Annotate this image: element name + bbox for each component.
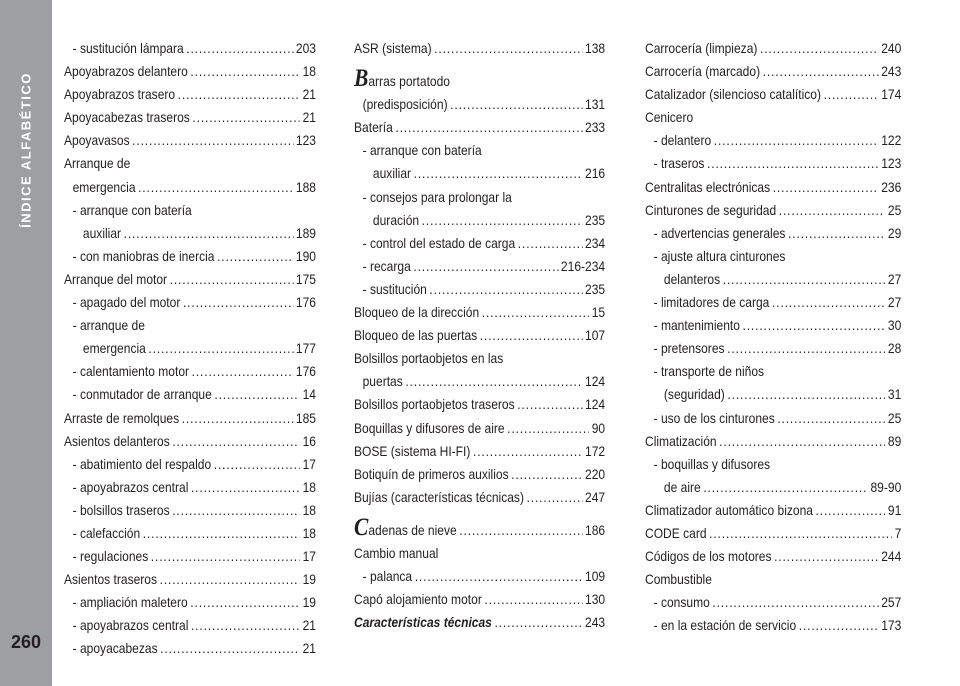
index-entry: de aire ..... 89-90: [645, 476, 901, 499]
index-column-3: [645, 37, 901, 637]
index-entry: - consumo ..... 257: [645, 591, 901, 614]
index-entry: - apoyabrazos central ..... 18: [64, 476, 316, 499]
index-entry: Asientos traseros ..... 19: [64, 568, 316, 591]
index-entry: - calentamiento motor ..... 176: [64, 360, 316, 383]
index-heading: - arranque con batería: [362, 142, 482, 159]
index-entry: - advertencias generales ..... 29: [645, 222, 901, 245]
index-entry: Centralitas electrónicas ..... 236: [645, 176, 901, 199]
letter-initial: B: [354, 65, 369, 93]
index-entry: - control del estado de carga ..... 234: [354, 232, 605, 255]
index-entry: - sustitución lámpara ..... 203: [64, 37, 316, 60]
index-entry: Apoyabrazos delantero ..... 18: [64, 60, 316, 83]
index-entry: Capó alojamiento motor ..... 130: [354, 588, 605, 611]
index-entry: Apoyacabezas traseros ..... 21: [64, 106, 316, 129]
index-entry: - mantenimiento ..... 30: [645, 314, 901, 337]
index-entry: Carrocería (marcado) ..... 243: [645, 60, 901, 83]
index-entry: Catalizador (silencioso catalítico) ..... 174: [645, 83, 901, 106]
index-entry: Bloqueo de las puertas ..... 107: [354, 324, 605, 347]
index-entry: - apagado del motor ..... 176: [64, 291, 316, 314]
index-entry: (predisposición) ..... 131: [354, 93, 605, 116]
index-column-2: [354, 37, 605, 634]
index-entry: - bolsillos traseros ..... 18: [64, 499, 316, 522]
index-heading: - arranque de: [72, 317, 145, 334]
index-entry: - regulaciones ..... 17: [64, 545, 316, 568]
index-entry: ASR (sistema) ..... 138: [354, 37, 605, 60]
index-heading: - boquillas y difusores: [653, 455, 771, 472]
index-entry: - limitadores de carga ..... 27: [645, 291, 901, 314]
index-entry: emergencia ..... 177: [64, 337, 316, 360]
index-entry: delanteros ..... 27: [645, 268, 901, 291]
index-entry: Bloqueo de la dirección ..... 15: [354, 301, 605, 324]
index-entry: Apoyabrazos trasero ..... 21: [64, 83, 316, 106]
page-number: 260: [10, 632, 42, 652]
index-heading: - arranque con batería: [72, 201, 192, 218]
index-entry: duración ..... 235: [354, 209, 605, 232]
index-entry: Bolsillos portaobjetos traseros ..... 124: [354, 393, 605, 416]
index-column-1: [64, 37, 316, 661]
index-entry: - con maniobras de inercia ..... 190: [64, 245, 316, 268]
index-entry: Climatizador automático bizona ..... 91: [645, 499, 901, 522]
index-entry: - en la estación de servicio ..... 173: [645, 614, 901, 637]
index-entry: auxiliar ..... 216: [354, 162, 605, 185]
index-entry: - conmutador de arranque ..... 14: [64, 383, 316, 406]
index-heading: Arranque de: [64, 155, 131, 172]
index-entry: - apoyacabezas ..... 21: [64, 637, 316, 660]
index-entry: Arranque del motor ..... 175: [64, 268, 316, 291]
index-entry: CODE card ..... 7: [645, 522, 901, 545]
index-entry: - calefacción ..... 18: [64, 522, 316, 545]
index-heading: Cambio manual: [354, 544, 439, 561]
index-entry: - palanca ..... 109: [354, 565, 605, 588]
index-heading: Cenicero: [645, 109, 694, 126]
index-entry: Carrocería (limpieza) ..... 240: [645, 37, 901, 60]
index-entry: - apoyabrazos central ..... 21: [64, 614, 316, 637]
index-heading: - transporte de niños: [653, 363, 765, 380]
index-entry: - uso de los cinturones ..... 25: [645, 407, 901, 430]
index-entry: Cinturones de seguridad ..... 25: [645, 199, 901, 222]
index-entry: Arraste de remolques ..... 185: [64, 407, 316, 430]
index-entry: (seguridad) ..... 31: [645, 383, 901, 406]
index-heading: Bolsillos portaobjetos en las: [354, 350, 504, 367]
index-entry: - recarga ..... 216-234: [354, 255, 605, 278]
index-entry: Códigos de los motores ..... 244: [645, 545, 901, 568]
index-entry: - ampliación maletero ..... 19: [64, 591, 316, 614]
section-title: ÍNDICE ALFABÉTICO: [18, 72, 34, 228]
index-entry: - delantero ..... 122: [645, 129, 901, 152]
index-entry: Batería ..... 233: [354, 116, 605, 139]
index-entry: Características técnicas ..... 243: [354, 611, 605, 634]
index-entry: Boquillas y difusores de aire ..... 90: [354, 417, 605, 440]
index-entry: - traseros ..... 123: [645, 152, 901, 175]
index-entry: - sustitución ..... 235: [354, 278, 605, 301]
sidebar: [0, 0, 52, 686]
index-entry: - pretensores ..... 28: [645, 337, 901, 360]
index-entry: Cadenas de nieve ..... 186: [354, 519, 605, 542]
index-entry: - abatimiento del respaldo ..... 17: [64, 453, 316, 476]
index-heading: - consejos para prolongar la: [362, 188, 512, 205]
index-entry: emergencia ..... 188: [64, 176, 316, 199]
index-entry: Bujías (características técnicas) ..... 247: [354, 486, 605, 509]
letter-initial: C: [354, 513, 369, 541]
index-entry: puertas ..... 124: [354, 370, 605, 393]
index-entry: BOSE (sistema HI-FI) ..... 172: [354, 440, 605, 463]
index-entry: auxiliar ..... 189: [64, 222, 316, 245]
index-heading: Barras portatodo: [354, 65, 451, 93]
index-entry: Apoyavasos ..... 123: [64, 129, 316, 152]
index-heading: Combustible: [645, 571, 712, 588]
index-heading: - ajuste altura cinturones: [653, 247, 786, 264]
index-entry: Asientos delanteros ..... 16: [64, 430, 316, 453]
index-entry: Botiquín de primeros auxilios ..... 220: [354, 463, 605, 486]
index-entry: Climatización ..... 89: [645, 430, 901, 453]
